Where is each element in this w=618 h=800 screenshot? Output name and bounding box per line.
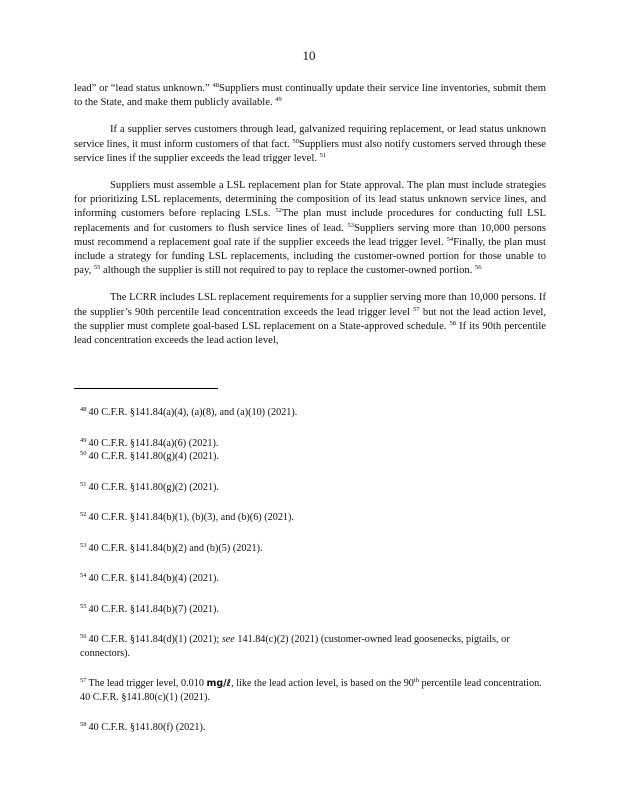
text-run: The plan must include procedures for conducting full LSL replacements and for customers to flush service lines of lead. xyxy=(74,208,547,234)
footnote-ref: 58 xyxy=(449,319,457,327)
text-run: 40 C.F.R. §141.84(d)(1) (2021); xyxy=(88,634,222,645)
paragraph xyxy=(74,123,546,166)
footnote xyxy=(74,437,546,451)
paragraph xyxy=(74,291,546,348)
text-run: Suppliers must also notify customers served through these service lines if the supplier exceeds the lead trigger level. xyxy=(74,138,547,164)
footnote-ref: 56 xyxy=(475,264,482,272)
text-run: lead” or “lead status unknown.” xyxy=(74,83,213,94)
footnote-ref: 51 xyxy=(319,151,327,159)
text-run: , like the lead action level, is based on the 90 xyxy=(231,678,414,689)
footnote-number: 57 xyxy=(80,677,87,684)
footnotes xyxy=(74,406,546,735)
footnote-number: 50 xyxy=(80,450,87,457)
body-text xyxy=(74,82,546,361)
text-run: Suppliers must continually update their service line inventories, submit them to the State, and make them publicly available. xyxy=(74,83,546,109)
footnote-number: 53 xyxy=(80,541,87,549)
footnote-ref: 55 xyxy=(93,264,101,272)
footnote xyxy=(74,450,546,464)
footnote xyxy=(74,572,546,586)
footnote xyxy=(74,677,546,704)
text-run: 40 C.F.R. §141.84(a)(4), (a)(8), and (a)(10) (2021). xyxy=(88,407,298,418)
footnote-ref: 52 xyxy=(275,207,282,215)
text-run: If its 90th percentile lead concentration exceeds the lead action level, xyxy=(74,320,546,347)
text-run: 40 C.F.R. §141.84(b)(7) (2021). xyxy=(88,603,219,615)
text-run: Suppliers serving more than 10,000 persons must recommend a replacement goal rate if the supplier exceeds the lead trigger level. xyxy=(74,222,546,248)
text-run: 40 C.F.R. §141.84(b)(4) (2021). xyxy=(88,573,219,584)
paragraph xyxy=(74,82,546,110)
footnote-number: 52 xyxy=(80,511,87,518)
text-run: 40 C.F.R. §141.84(b)(1), (b)(3), and (b)(6) (2021). xyxy=(88,512,294,523)
footnote-ref: 50 xyxy=(292,137,299,145)
text-run: If a supplier serves customers through lead, galvanized requiring replacement, or lead status unknown service lines, it must inform customers of that fact. xyxy=(74,124,546,150)
footnote-number: 58 xyxy=(80,721,87,728)
footnote xyxy=(74,603,546,617)
footnote-ref: th xyxy=(413,677,419,684)
footnote-ref: 49 xyxy=(275,96,282,104)
footnote-separator xyxy=(74,388,218,389)
paragraph xyxy=(74,179,546,278)
text-run: 40 C.F.R. §141.80(f) (2021). xyxy=(88,722,206,733)
footnote-ref: 54 xyxy=(446,235,454,243)
footnote xyxy=(74,406,546,420)
text-run: percentile lead concentration. 40 C.F.R. §141.80(c)(1) (2021). xyxy=(80,678,542,703)
text-run: 141.84(c)(2) (2021) (customer-owned lead goosenecks, pigtails, or connectors). xyxy=(80,634,510,659)
text-run: Suppliers must assemble a LSL replacement plan for State approval. The plan must include strategies for prioritizing LSL replacements, determining the composition of its lead status unknown service lines, and informing customers before replacing LSLs. xyxy=(74,180,546,220)
footnote xyxy=(74,481,546,495)
unit-label: mg/ℓ xyxy=(206,678,232,689)
footnote xyxy=(74,511,546,525)
text-run: 40 C.F.R. §141.84(b)(2) and (b)(5) (2021). xyxy=(88,542,263,554)
text-run: 40 C.F.R. §141.80(g)(4) (2021). xyxy=(88,451,219,462)
footnote-ref: 53 xyxy=(347,221,355,229)
signal-word: see xyxy=(221,634,235,645)
text-run: 40 C.F.R. §141.84(a)(6) (2021). xyxy=(88,437,219,449)
footnote xyxy=(74,721,546,735)
footnote-ref: 57 xyxy=(413,305,420,313)
text-run: Finally, the plan must include a strategy for funding LSL replacements, including the customer-owned portion for those unable to pay, xyxy=(74,236,546,277)
text-run: although the supplier is still not required to pay to replace the customer-owned portion. xyxy=(100,265,476,277)
footnote xyxy=(74,633,546,660)
footnote-ref: 48 xyxy=(212,82,220,89)
footnote-number: 54 xyxy=(80,572,87,579)
footnote xyxy=(74,542,546,556)
footnote-number: 49 xyxy=(80,436,87,444)
text-run: The LCRR includes LSL replacement requirements for a supplier serving more than 10,000 persons. If the supplier’s 90th percentile lead concentration exceeds the lead trigger level xyxy=(74,292,546,318)
text-run: The lead trigger level, 0.010 xyxy=(88,678,207,689)
footnote-number: 51 xyxy=(80,480,87,488)
text-run: 40 C.F.R. §141.80(g)(2) (2021). xyxy=(88,481,219,493)
text-run: but not the lead action level, the supplier must complete goal-based LSL replacement on a State-approved schedule. xyxy=(74,306,546,332)
page-number: 10 xyxy=(302,48,316,63)
footnote-number: 55 xyxy=(80,602,87,610)
footnote-number: 56 xyxy=(80,633,87,640)
footnote-number: 48 xyxy=(80,406,87,413)
